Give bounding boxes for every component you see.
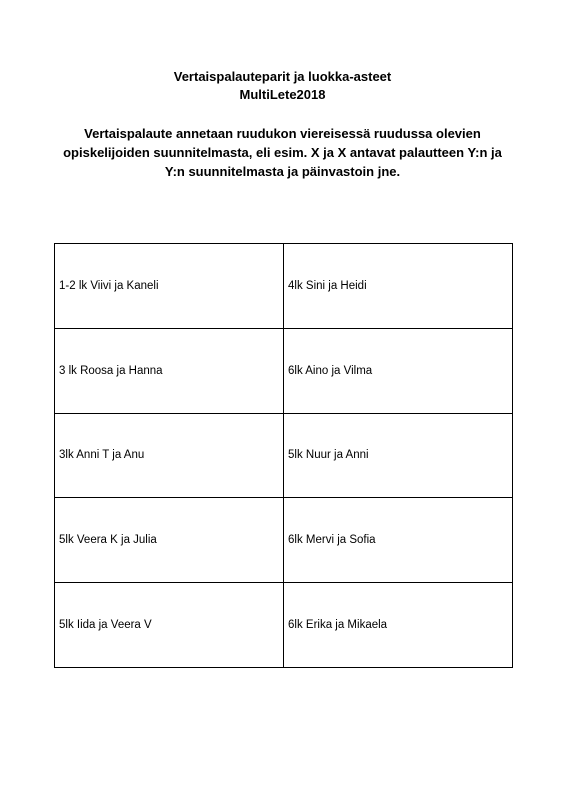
table-cell-left: 3lk Anni T ja Anu <box>55 413 284 498</box>
table-cell-right: 6lk Mervi ja Sofia <box>284 498 513 583</box>
instructions-line-2: opiskelijoiden suunnitelmasta, eli esim. X ja X antavat palautteen Y:n ja <box>63 145 502 160</box>
table-cell-left: 5lk Veera K ja Julia <box>55 498 284 583</box>
instructions-paragraph <box>40 124 525 181</box>
table-row <box>55 498 513 583</box>
table-row <box>55 583 513 668</box>
table-row <box>55 328 513 413</box>
document-title <box>0 68 565 104</box>
peer-pairs-table <box>54 243 513 668</box>
table-cell-left: 1-2 lk Viivi ja Kaneli <box>55 244 284 329</box>
table-row <box>55 413 513 498</box>
table-cell-right: 6lk Erika ja Mikaela <box>284 583 513 668</box>
table-cell-left: 3 lk Roosa ja Hanna <box>55 328 284 413</box>
table-row <box>55 244 513 329</box>
instructions-line-1: Vertaispalaute annetaan ruudukon viereisessä ruudussa olevien <box>84 126 481 141</box>
table-cell-right: 6lk Aino ja Vilma <box>284 328 513 413</box>
table-cell-left: 5lk Iida ja Veera V <box>55 583 284 668</box>
table-cell-right: 5lk Nuur ja Anni <box>284 413 513 498</box>
table-cell-right: 4lk Sini ja Heidi <box>284 244 513 329</box>
title-line-2: MultiLete2018 <box>239 87 326 102</box>
title-line-1: Vertaispalauteparit ja luokka-asteet <box>173 69 392 84</box>
instructions-line-3: Y:n suunnitelmasta ja päinvastoin jne. <box>164 164 401 179</box>
